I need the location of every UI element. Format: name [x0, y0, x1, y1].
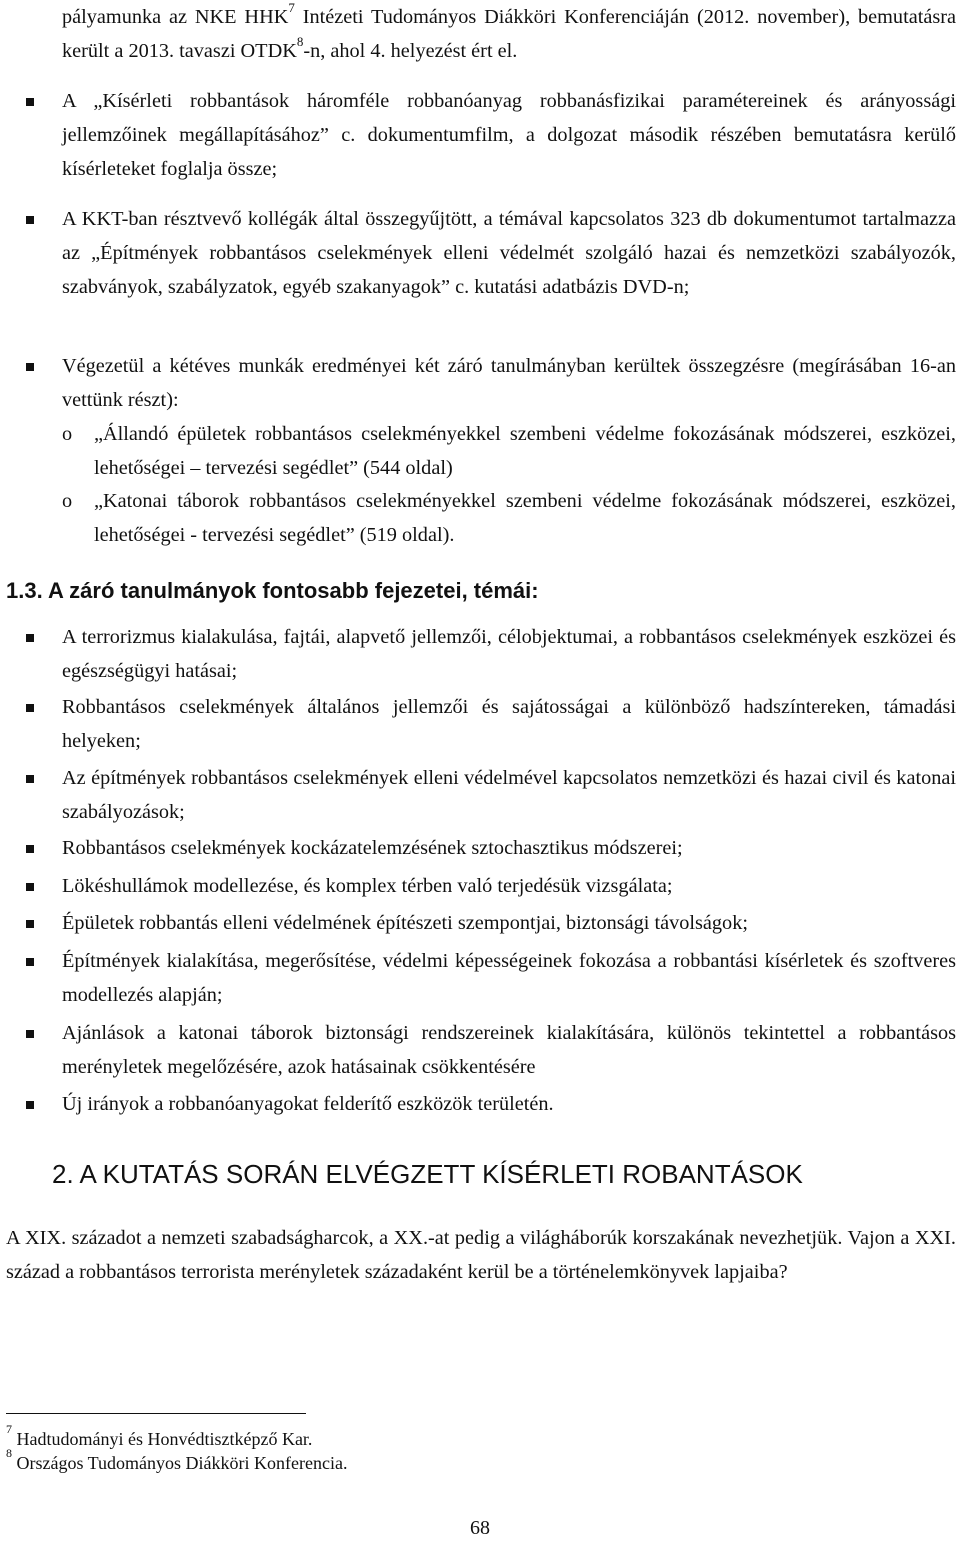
square-bullet-icon — [26, 1030, 38, 1042]
square-bullet-icon — [26, 958, 38, 970]
square-bullet-icon — [26, 704, 38, 716]
square-bullet-icon — [26, 920, 38, 932]
footnote-ref-8: 8 — [296, 34, 304, 50]
list-item-text: Ajánlások a katonai táborok biztonsági rendszereinek kialakítására, különös tekintettel a robbantásos merényletek megelőzésére, azok hatásainak csökkentésére — [62, 1022, 956, 1078]
page-number: 68 — [470, 1517, 490, 1539]
square-bullet-icon — [26, 216, 38, 228]
square-bullet-icon — [26, 775, 38, 787]
list-item-text: A terrorizmus kialakulása, fajtái, alapvető jellemzői, célobjektumai, a robbantásos cselekmények eszközei és egészségügyi hatásai; — [62, 626, 956, 682]
section-heading: 1.3. A záró tanulmányok fontosabb fejezetei, témái: — [6, 578, 539, 603]
square-bullet-icon — [26, 634, 38, 646]
list-item-text: Robbantásos cselekmények általános jellemzői és sajátosságai a különböző hadszíntereken, támadási helyeken; — [62, 696, 956, 752]
square-bullet-icon — [26, 1101, 38, 1113]
sub-list-item-text: „Állandó épületek robbantásos cselekményekkel szembeni védelme fokozásának módszerei, eszközei, lehetőségei – tervezési segédlet” (544 oldal) — [94, 423, 956, 479]
sub-list-item-text: „Katonai táborok robbantásos cselekményekkel szembeni védelme fokozásának módszerei, eszközei, lehetőségei - tervezési segédlet” (519 oldal). — [94, 490, 956, 546]
list-item-text: Az építmények robbantásos cselekmények elleni védelmével kapcsolatos nemzetközi és hazai civil és katonai szabályozások; — [62, 767, 956, 823]
footnote-ref-7: 7 — [288, 0, 295, 16]
list-item-text: Új irányok a robbanóanyagokat felderítő eszközök területén. — [62, 1093, 554, 1115]
body-paragraph: A XIX. századot a nemzeti szabadságharcok, a XX.-at pedig a világháborúk korszakának nevezhetjük. Vajon a XXI. század a robbantásos terrorista merényletek századaként kerül be a történelemkönyvek lapjaiba? — [6, 1227, 956, 1283]
list-item-text: A „Kísérleti robbantások háromféle robbanóanyag robbanásfizikai paramétereinek és arányossági jellemzőinek megállapításához” c. dokumentumfilm, a dolgozat második részében bemutatásra kerülő kísérleteket foglalja össze; — [62, 90, 956, 180]
list-item-text: Épületek robbantás elleni védelmének építészeti szempontjai, biztonsági távolságok; — [62, 912, 748, 934]
text-fragment: pályamunka az NKE HHK — [62, 6, 289, 28]
text-fragment: -n, ahol 4. helyezést ért el. — [303, 40, 518, 62]
footnote — [6, 1422, 313, 1451]
list-item-text: Robbantásos cselekmények kockázatelemzésének sztochasztikus módszerei; — [62, 837, 683, 859]
text-fragment: Intézeti Tudományos Diákköri Konferenciáján (2012. november), bemutatásra került a 2013. tavaszi OTDK — [62, 6, 956, 62]
square-bullet-icon — [26, 883, 38, 895]
list-item-text: Végezetül a kétéves munkák eredményei két záró tanulmányban kerültek összegzésre (megírásában 16-an vettünk részt): — [62, 355, 956, 411]
footnote-text: Országos Tudományos Diákköri Konferencia. — [12, 1453, 348, 1473]
list-item-text: Építmények kialakítása, megerősítése, védelmi képességeinek fokozása a robbantási kísérletek és szoftveres modellezés alapján; — [62, 950, 956, 1006]
footnote-number: 7 — [6, 1422, 12, 1436]
circle-bullet-marker: o — [62, 423, 73, 445]
continuation-text — [62, 0, 956, 68]
footnote-separator — [6, 1413, 306, 1414]
circle-bullet-marker: o — [62, 490, 73, 512]
list-item-text: Lökéshullámok modellezése, és komplex térben való terjedésük vizsgálata; — [62, 875, 673, 897]
square-bullet-icon — [26, 98, 38, 110]
square-bullet-icon — [26, 363, 38, 375]
chapter-heading: 2. A KUTATÁS SORÁN ELVÉGZETT KÍSÉRLETI ROBANTÁSOK — [52, 1159, 803, 1189]
square-bullet-icon — [26, 845, 38, 857]
list-item-text: A KKT-ban résztvevő kollégák által összegyűjtött, a témával kapcsolatos 323 db dokumentumot tartalmazza az „Építmények robbantásos cselekmények elleni védelmét szolgáló hazai és nemzetközi szabályozók, szabványok, szabályzatok, egyéb szakanyagok” c. kutatási adatbázis DVD-n; — [62, 208, 956, 298]
footnote-text: Hadtudományi és Honvédtisztképző Kar. — [12, 1429, 313, 1449]
footnote-number: 8 — [6, 1446, 12, 1460]
footnote — [6, 1446, 348, 1475]
